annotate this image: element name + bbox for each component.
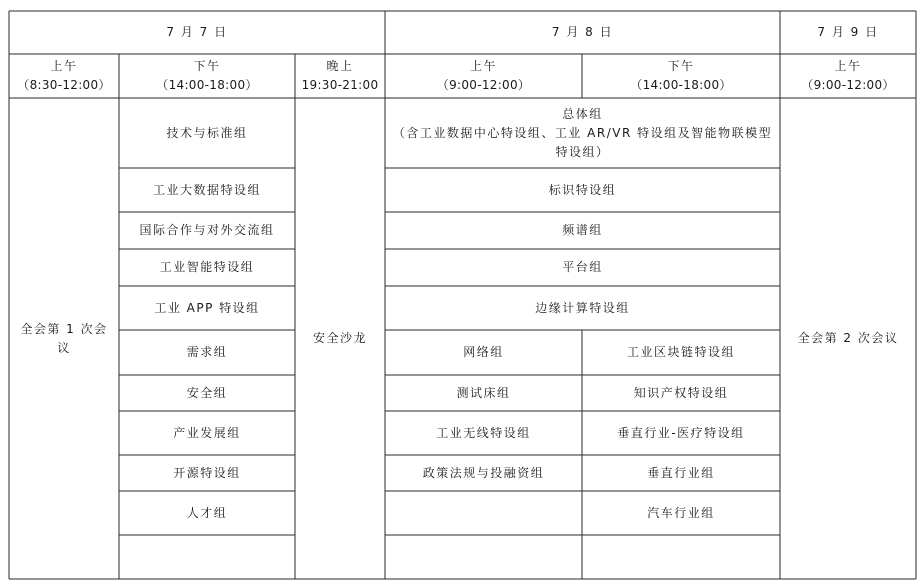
slot-label: 上午 xyxy=(469,59,497,73)
session-d1-pm-text: 人才组 xyxy=(186,505,228,520)
session-plenary-1-text: 全会第 1 次会议 xyxy=(20,321,108,355)
session-d2-pm-text: 知识产权特设组 xyxy=(633,385,729,400)
session-d2-pm xyxy=(582,491,780,535)
session-plenary-1 xyxy=(9,98,119,579)
session-d2-full xyxy=(385,249,780,286)
day-header-jul8 xyxy=(385,11,780,54)
session-d2-full xyxy=(385,168,780,212)
session-d2-pm xyxy=(582,375,780,411)
session-plenary-2-text: 全会第 2 次会议 xyxy=(797,331,899,345)
session-d1-pm xyxy=(119,98,295,168)
session-d2-pm xyxy=(582,411,780,455)
session-d2-full-text: 总体组 （含工业数据中心特设组、工业 AR/VR 特设组及智能物联模型特设组） xyxy=(392,106,773,159)
slot-time: （9:00-12:00） xyxy=(801,78,895,92)
session-d1-pm xyxy=(119,411,295,455)
session-d2-pm-text: 工业区块链特设组 xyxy=(626,345,735,359)
session-d2-am-text: 工业无线特设组 xyxy=(436,425,531,440)
session-d2-pm xyxy=(582,330,780,375)
session-d1-pm xyxy=(119,168,295,212)
slot-time: （9:00-12:00） xyxy=(436,78,531,92)
session-d2-full-text: 边缘计算特设组 xyxy=(535,300,630,315)
session-d2-full-text: 频谱组 xyxy=(562,223,603,237)
session-d2-am xyxy=(385,375,582,411)
slot-label: 上午 xyxy=(50,59,78,73)
session-d2-am xyxy=(385,491,582,535)
slot-label: 下午 xyxy=(193,59,221,73)
slot-time: （14:00-18:00） xyxy=(156,78,258,92)
session-d2-pm-text: 汽车行业组 xyxy=(647,505,715,520)
session-d1-pm xyxy=(119,535,295,579)
session-d1-pm xyxy=(119,286,295,330)
slot-label: 下午 xyxy=(667,59,695,73)
session-d1-pm-text: 产业发展组 xyxy=(173,425,241,440)
session-d2-am-text: 测试床组 xyxy=(456,385,511,400)
session-d1-pm xyxy=(119,212,295,249)
session-d1-pm-text: 需求组 xyxy=(186,345,228,359)
day-header-jul9 xyxy=(780,11,916,54)
session-d1-pm-text: 开源特设组 xyxy=(173,465,241,480)
session-d1-pm xyxy=(119,330,295,375)
session-d2-am xyxy=(385,330,582,375)
session-d2-am-text: 网络组 xyxy=(463,345,504,359)
session-d2-full xyxy=(385,98,780,168)
session-d2-am xyxy=(385,455,582,491)
slot-header xyxy=(385,54,582,98)
session-d1-pm xyxy=(119,455,295,491)
slot-time: （14:00-18:00） xyxy=(630,78,732,92)
session-plenary-2 xyxy=(780,98,916,579)
session-d2-pm-text: 垂直行业-医疗特设组 xyxy=(617,425,745,440)
session-d2-full xyxy=(385,286,780,330)
session-d2-pm xyxy=(582,535,780,579)
session-d1-pm-text: 工业大数据特设组 xyxy=(152,182,261,197)
session-d1-pm-text: 技术与标准组 xyxy=(166,125,248,140)
slot-time: （8:30-12:00） xyxy=(17,78,111,92)
slot-header xyxy=(119,54,295,98)
session-d1-pm xyxy=(119,249,295,286)
slot-header xyxy=(9,54,119,98)
session-d1-pm xyxy=(119,375,295,411)
session-d2-pm-text: 垂直行业组 xyxy=(647,465,715,480)
day-header-jul7 xyxy=(9,11,385,54)
slot-time: 19:30-21:00 xyxy=(301,78,379,92)
session-d1-pm-text: 安全组 xyxy=(186,385,228,400)
session-d2-am xyxy=(385,535,582,579)
slot-label: 上午 xyxy=(834,59,862,73)
session-security-salon-text: 安全沙龙 xyxy=(312,331,367,345)
slot-header xyxy=(295,54,385,98)
day-header-jul7-text: 7 月 7 日 xyxy=(166,25,228,39)
slot-header xyxy=(780,54,916,98)
slot-header xyxy=(582,54,780,98)
slot-label: 晚上 xyxy=(326,59,354,73)
session-d2-full xyxy=(385,212,780,249)
session-d2-am-text: 政策法规与投融资组 xyxy=(422,465,545,480)
session-d1-pm-text: 工业智能特设组 xyxy=(159,260,255,274)
day-header-jul8-text: 7 月 8 日 xyxy=(551,25,614,39)
session-d2-full-text: 标识特设组 xyxy=(548,182,617,197)
session-security-salon xyxy=(295,98,385,579)
day-header-jul9-text: 7 月 9 日 xyxy=(817,25,879,39)
session-d1-pm-text: 工业 APP 特设组 xyxy=(154,300,260,315)
session-d1-pm-text: 国际合作与对外交流组 xyxy=(139,223,275,237)
session-d1-pm xyxy=(119,491,295,535)
session-d2-am xyxy=(385,411,582,455)
session-d2-full-text: 平台组 xyxy=(562,260,603,274)
session-d2-pm xyxy=(582,455,780,491)
